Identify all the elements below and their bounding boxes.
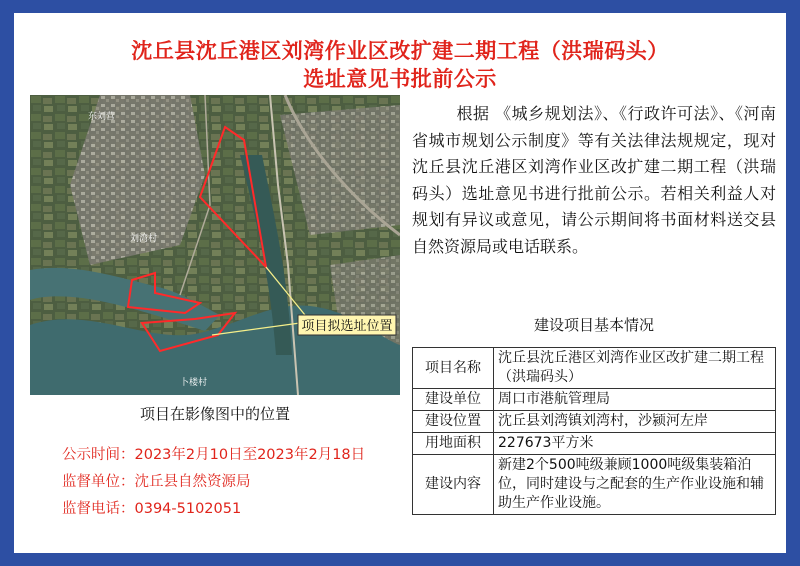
supervising-unit-value: 沈丘县自然资源局 [134,474,251,490]
table-row [413,433,776,455]
table-row [413,455,776,515]
table-row [413,348,776,389]
place-label: 刘湾村 [130,234,158,244]
notice-period-label: 公示时间： [62,447,135,463]
supervising-phone-value: 0394-5102051 [134,501,242,517]
row-value: 沈丘县沈丘港区刘湾作业区改扩建二期工程（洪瑞码头） [494,348,776,389]
table-row [413,411,776,433]
row-key: 项目名称 [413,348,494,389]
table-row [413,389,776,411]
row-value: 227673平方米 [494,433,776,455]
row-value: 新建2个500吨级兼顾1000吨级集装箱泊位，同时建设与之配套的生产作业设施和辅助生产作业设施。 [494,455,776,515]
place-label: 卜楼村 [180,378,208,388]
satellite-map-drawing [30,95,400,395]
notice-panel [14,13,786,553]
row-key: 用地面积 [413,433,494,455]
notice-period [62,443,365,464]
supervising-unit [62,470,251,491]
map-caption: 项目在影像图中的位置 [139,405,290,423]
row-value: 周口市港航管理局 [494,389,776,411]
page-subtitle: 选址意见书批前公示 [303,67,497,91]
notice-paragraph [412,101,776,261]
notice-lead: 根据 [456,104,490,123]
supervising-phone [62,497,241,518]
satellite-map [30,95,400,395]
row-value: 沈丘县刘湾镇刘湾村，沙颍河左岸 [494,411,776,433]
page-title: 沈丘县沈丘港区刘湾作业区改扩建二期工程（洪瑞码头） [131,39,669,63]
notice-period-value: 2023年2月10日至2023年2月18日 [134,447,366,463]
site-callout: 项目拟选址位置 [301,319,393,334]
place-label: 东刘营 [88,112,116,122]
notice-body: 《城乡规划法》、《行政许可法》、《河南省城市规划公示制度》等有关法律法规规定，现对沈丘县沈丘港区刘湾作业区改扩建二期工程（洪瑞码头）选址意见书进行批前公示。若相关利益人对规划有异议或意见，请公示期间将书面材料送交县自然资源局或电话联系。 [412,104,776,256]
project-info-table [412,347,776,515]
row-key: 建设位置 [413,411,494,433]
supervising-phone-label: 监督电话： [62,501,135,517]
row-key: 建设单位 [413,389,494,411]
supervising-unit-label: 监督单位： [62,474,135,490]
row-key: 建设内容 [413,455,494,515]
table-title: 建设项目基本情况 [533,316,654,334]
